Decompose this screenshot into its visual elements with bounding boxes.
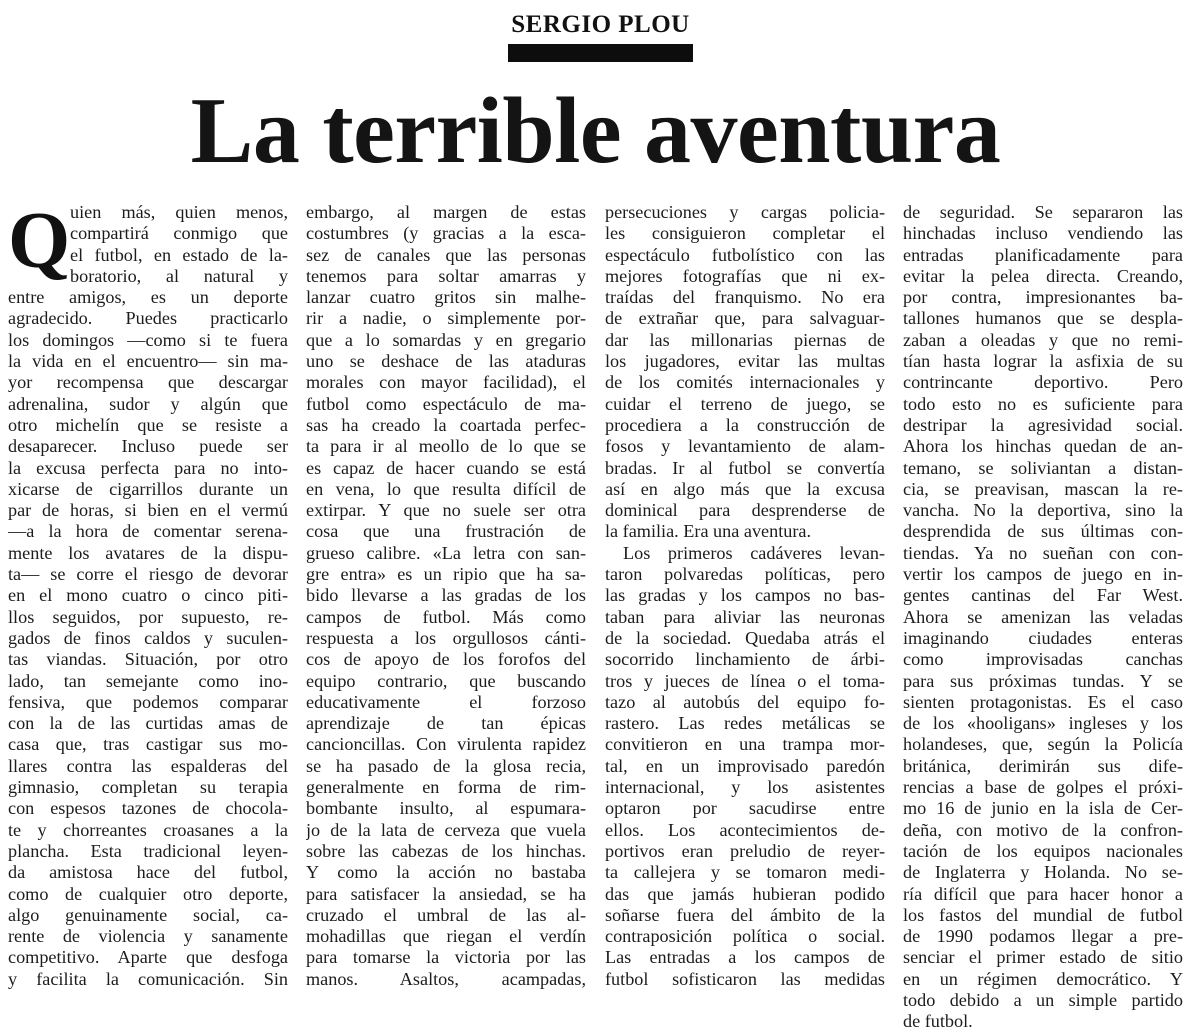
text-line: en un régimen democrático. Y bbox=[903, 968, 1183, 989]
text-line: futbol como espectáculo de ma- bbox=[306, 393, 586, 414]
text-line: cia, se preavisan, mascan la re- bbox=[903, 478, 1183, 499]
text-line: tros y jueces de línea o el toma- bbox=[605, 670, 885, 691]
byline-rule bbox=[508, 44, 693, 62]
text-line: tal, en un improvisado paredón bbox=[605, 755, 885, 776]
text-line: soñarse fuera del ámbito de la bbox=[605, 904, 885, 925]
text-line: dar las millonarias piernas de bbox=[605, 329, 885, 350]
text-line: equipo contrario, que buscando bbox=[306, 670, 586, 691]
text-line: tían hasta lograr la asfixia de su bbox=[903, 351, 1183, 372]
text-line: manos. Asaltos, acampadas, bbox=[306, 968, 586, 989]
column-1 bbox=[8, 197, 288, 990]
text-line: ta— se corre el riesgo de devorar bbox=[8, 564, 288, 585]
text-line: entradas planificadamente para bbox=[903, 244, 1183, 265]
text-line: mejores fotografías que ni ex- bbox=[605, 265, 885, 286]
text-line: ría difícil que para hacer honor a bbox=[903, 883, 1183, 904]
text-line: Y como la acción no bastaba bbox=[306, 862, 586, 883]
text-line: procediera a la construcción de bbox=[605, 414, 885, 435]
text-line: dominical para desprenderse de bbox=[605, 500, 885, 521]
text-line: bido llevarse a las gradas de los bbox=[306, 585, 586, 606]
text-line: senciar el primer estado de sitio bbox=[903, 947, 1183, 968]
text-line: taron polvaredas políticas, pero bbox=[605, 564, 885, 585]
text-line: gentes cantinas del Far West. bbox=[903, 585, 1183, 606]
text-line: de 1990 podamos llegar a pre- bbox=[903, 926, 1183, 947]
text-line: contraposición política o social. bbox=[605, 926, 885, 947]
text-line: como improvisadas canchas bbox=[903, 649, 1183, 670]
text-line: todo esto no es suficiente para bbox=[903, 393, 1183, 414]
text-line: rastero. Las redes metálicas se bbox=[605, 713, 885, 734]
text-line: bombante insulto, al espumara- bbox=[306, 798, 586, 819]
text-line: de los comités internacionales y bbox=[605, 372, 885, 393]
text-line: holandeses, que, según la Policía bbox=[903, 734, 1183, 755]
text-line: vertir los campos de juego en in- bbox=[903, 564, 1183, 585]
text-line: de seguridad. Se separaron las bbox=[903, 202, 1183, 222]
text-line: con la de las curtidas amas de bbox=[8, 713, 288, 734]
text-line: Los primeros cadáveres levan- bbox=[623, 542, 885, 563]
text-line: sas ha creado la coartada perfec- bbox=[306, 414, 586, 435]
text-line: algo genuinamente social, ca- bbox=[8, 904, 288, 925]
text-line: traídas del franquismo. No era bbox=[605, 287, 885, 308]
text-line: persecuciones y cargas policia- bbox=[605, 202, 885, 222]
text-line: por contra, impresionantes ba- bbox=[903, 287, 1183, 308]
byline: SERGIO PLOU bbox=[511, 11, 690, 38]
headline: La terrible aventura bbox=[190, 79, 1001, 183]
text-line: para satisfacer la ansiedad, se ha bbox=[306, 883, 586, 904]
text-line: de la sociedad. Quedaba atrás el bbox=[605, 627, 885, 648]
text-line: llares contra las espalderas del bbox=[8, 755, 288, 776]
text-line: los domingos —como si te fuera bbox=[8, 329, 288, 350]
text-line: portivos eran preludio de reyer- bbox=[605, 840, 885, 861]
text-line: compartirá conmigo que bbox=[70, 223, 288, 244]
text-line: ellos. Los acontecimientos de- bbox=[605, 819, 885, 840]
text-line: cancioncillas. Con virulenta rapidez bbox=[306, 734, 586, 755]
text-line: tiendas. Ya no sueñan con con- bbox=[903, 542, 1183, 563]
text-line: les consiguieron completar el bbox=[605, 223, 885, 244]
text-line: espectáculo futbolístico con las bbox=[605, 244, 885, 265]
text-line: sienten protagonistas. Es el caso bbox=[903, 691, 1183, 712]
text-line: Ahora se amenizan las veladas bbox=[903, 606, 1183, 627]
text-line: competitivo. Aparte que desfoga bbox=[8, 947, 288, 968]
text-line: agradecido. Puedes practicarlo bbox=[8, 308, 288, 329]
text-line: grueso calibre. «La letra con san- bbox=[306, 542, 586, 563]
text-line: —a la hora de comentar serena- bbox=[8, 521, 288, 542]
text-line: das que jamás hubieran podido bbox=[605, 883, 885, 904]
text-line: yor recompensa que descargar bbox=[8, 372, 288, 393]
text-line: respuesta a los orgullosos cánti- bbox=[306, 627, 586, 648]
text-line: rir a nadie, o simplemente por- bbox=[306, 308, 586, 329]
text-line: zaban a oleadas y que no remi- bbox=[903, 329, 1183, 350]
text-line: tas viandas. Situación, por otro bbox=[8, 649, 288, 670]
article-body bbox=[8, 197, 1183, 1032]
text-line: todo debido a un simple partido bbox=[903, 989, 1183, 1010]
text-line: como de cualquier otro deporte, bbox=[8, 883, 288, 904]
text-line: de extrañar que, para salvaguar- bbox=[605, 308, 885, 329]
text-line: lado, tan semejante como ino- bbox=[8, 670, 288, 691]
text-line: uno se deshace de las ataduras bbox=[306, 351, 586, 372]
text-line: entre amigos, es un deporte bbox=[8, 287, 288, 308]
text-line: rente de violencia y sanamente bbox=[8, 926, 288, 947]
text-line: los jugadores, evitar las multas bbox=[605, 351, 885, 372]
text-line: la vida en el encuentro— sin ma- bbox=[8, 351, 288, 372]
text-line: te y chorreantes croasanes a la bbox=[8, 819, 288, 840]
text-line: uien más, quien menos, bbox=[70, 202, 288, 222]
text-line: mohadillas que riegan el verdín bbox=[306, 926, 586, 947]
text-line: los fastos del mundial de futbol bbox=[903, 904, 1183, 925]
text-line: socorrido linchamiento de árbi- bbox=[605, 649, 885, 670]
text-line: fensiva, que podemos comparar bbox=[8, 691, 288, 712]
text-line: tación de los equipos nacionales bbox=[903, 840, 1183, 861]
text-line: deña, con motivo de la confron- bbox=[903, 819, 1183, 840]
text-line: evitar la pelea directa. Creando, bbox=[903, 265, 1183, 286]
text-line: se ha pasado de la glosa recia, bbox=[306, 755, 586, 776]
text-line: tazo al autobús del equipo fo- bbox=[605, 691, 885, 712]
text-line: rencias a base de golpes el próxi- bbox=[903, 777, 1183, 798]
text-line: Las entradas a los campos de bbox=[605, 947, 885, 968]
text-line: futbol sofisticaron las medidas bbox=[605, 968, 885, 989]
text-line: gre entra» es un ripio que ha sa- bbox=[306, 564, 586, 585]
text-line: extirpar. Y que no suele ser otra bbox=[306, 500, 586, 521]
text-line: lanzar cuatro gritos sin malhe- bbox=[306, 287, 586, 308]
text-line: la familia. Era una aventura. bbox=[605, 521, 812, 542]
text-line: para sus próximas tundas. Y se bbox=[903, 670, 1183, 691]
text-line: boratorio, al natural y bbox=[70, 265, 288, 286]
text-line: cuidar el terreno de juego, se bbox=[605, 393, 885, 414]
text-line: destripar la agresividad social. bbox=[903, 414, 1183, 435]
text-line: educativamente el forzoso bbox=[306, 691, 586, 712]
text-line: ta callejera y se tomaron medi- bbox=[605, 862, 885, 883]
text-line: británica, derimirán sus dife- bbox=[903, 755, 1183, 776]
text-line: costumbres (y gracias a la esca- bbox=[306, 223, 586, 244]
text-line: plancha. Esta tradicional leyen- bbox=[8, 840, 288, 861]
text-line: aprendizaje de tan épicas bbox=[306, 713, 586, 734]
text-line: jo de la lata de cerveza que vuela bbox=[306, 819, 586, 840]
text-line: es capaz de hacer cuando se está bbox=[306, 457, 586, 478]
text-line: da amistosa hace del futbol, bbox=[8, 862, 288, 883]
column-4 bbox=[903, 202, 1183, 1033]
text-line: sez de canales que las personas bbox=[306, 244, 586, 265]
text-line: temano, se soliviantan a distan- bbox=[903, 457, 1183, 478]
text-line: xicarse de cigarrillos durante un bbox=[8, 478, 288, 499]
text-line: contrincante deportivo. Pero bbox=[903, 372, 1183, 393]
text-line: llos seguidos, por supuesto, re- bbox=[8, 606, 288, 627]
text-line: vancha. No la deportiva, sino la bbox=[903, 500, 1183, 521]
text-line: gimnasio, completan su terapia bbox=[8, 777, 288, 798]
text-line: sobre las cabezas de los hinchas. bbox=[306, 840, 586, 861]
text-line: mo 16 de junio en la isla de Cer- bbox=[903, 798, 1183, 819]
drop-cap: Q bbox=[8, 197, 71, 285]
text-line: campos de futbol. Más como bbox=[306, 606, 586, 627]
text-line: morales con mayor facilidad), el bbox=[306, 372, 586, 393]
text-line: en vena, lo que resulta difícil de bbox=[306, 478, 586, 499]
text-line: cosa que una frustración de bbox=[306, 521, 586, 542]
text-line: embargo, al margen de estas bbox=[306, 202, 586, 222]
text-line: cos de apoyo de los forofos del bbox=[306, 649, 586, 670]
text-line: fosos y levantamiento de alam- bbox=[605, 436, 885, 457]
text-line: el futbol, en estado de la- bbox=[70, 244, 288, 265]
text-line: generalmente en forma de rim- bbox=[306, 777, 586, 798]
column-3 bbox=[605, 202, 885, 990]
text-line: para tomarse la victoria por las bbox=[306, 947, 586, 968]
text-line: tenemos para soltar amarras y bbox=[306, 265, 586, 286]
text-line: optaron por sacudirse entre bbox=[605, 798, 885, 819]
text-line: bradas. Ir al futbol se convertía bbox=[605, 457, 885, 478]
text-line: mente los avatares de la dispu- bbox=[8, 542, 288, 563]
text-line: ta para ir al meollo de lo que se bbox=[306, 436, 586, 457]
text-line: hinchadas incluso vendiendo las bbox=[903, 223, 1183, 244]
text-line: adrenalina, sudor y algún que bbox=[8, 393, 288, 414]
text-line: las gradas y los campos no bas- bbox=[605, 585, 885, 606]
text-line: que a lo somardas y en gregario bbox=[306, 329, 586, 350]
text-line: así en algo más que la excusa bbox=[605, 478, 885, 499]
text-line: tallones humanos que se despla- bbox=[903, 308, 1183, 329]
text-line: desaparecer. Incluso puede ser bbox=[8, 436, 288, 457]
text-line: de Inglaterra y Holanda. No se- bbox=[903, 862, 1183, 883]
text-line: casa que, tras castigar sus mo- bbox=[8, 734, 288, 755]
text-line: gados de finos caldos y suculen- bbox=[8, 627, 288, 648]
text-line: la excusa perfecta para no into- bbox=[8, 457, 288, 478]
column-2 bbox=[306, 202, 586, 990]
text-line: en el mono cuatro o cinco piti- bbox=[8, 585, 288, 606]
text-line: con espesos tazones de chocola- bbox=[8, 798, 288, 819]
text-line: convitieron en una trampa mor- bbox=[605, 734, 885, 755]
text-line: de futbol. bbox=[903, 1011, 973, 1032]
text-line: y facilita la comunicación. Sin bbox=[8, 968, 288, 989]
text-line: otro michelín que se resiste a bbox=[8, 414, 288, 435]
text-line: taban para aliviar las neuronas bbox=[605, 606, 885, 627]
text-line: Ahora los hinchas quedan de an- bbox=[903, 436, 1183, 457]
text-line: desprendida de sus últimas con- bbox=[903, 521, 1183, 542]
text-line: internacional, y los asistentes bbox=[605, 777, 885, 798]
text-line: de los «hooligans» ingleses y los bbox=[903, 713, 1183, 734]
text-line: imaginando ciudades enteras bbox=[903, 627, 1183, 648]
text-line: cruzado el umbral de las al- bbox=[306, 904, 586, 925]
text-line: par de horas, si bien en el vermú bbox=[8, 500, 288, 521]
